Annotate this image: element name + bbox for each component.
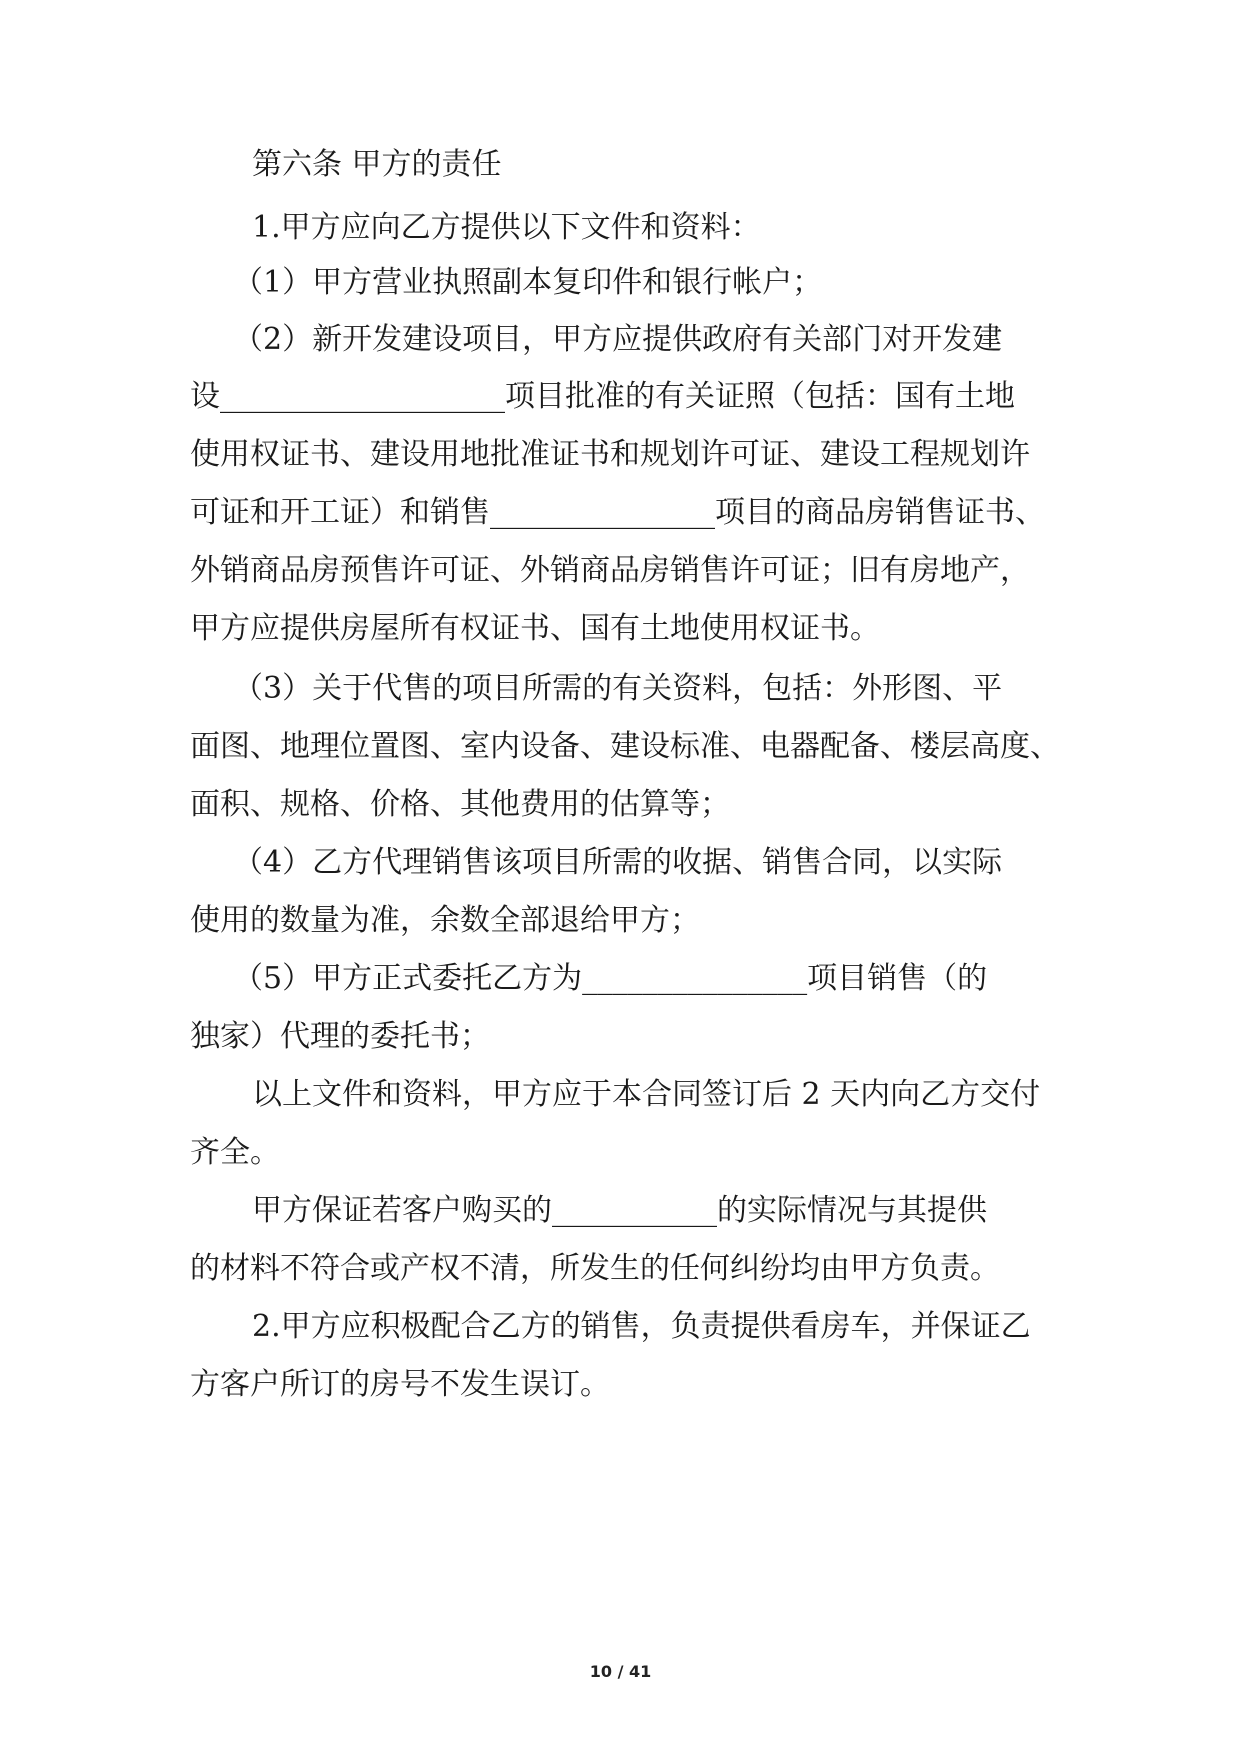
paragraph-line: 设___________________项目批准的有关证照（包括：国有土地 [190,379,1015,414]
paragraph-line: 外销商品房预售许可证、外销商品房销售许可证；旧有房地产， [190,553,1030,588]
paragraph-line: （4）乙方代理销售该项目所需的收据、销售合同，以实际 [233,845,1003,880]
article-heading: 第六条 甲方的责任 [252,147,502,182]
paragraph-line: 使用的数量为准，余数全部退给甲方； [190,903,700,938]
paragraph-line: 方客户所订的房号不发生误订。 [190,1367,610,1402]
paragraph-line: 的材料不符合或产权不清，所发生的任何纠纷均由甲方负责。 [190,1251,1000,1286]
paragraph-line: 可证和开工证）和销售_______________项目的商品房销售证书、 [190,495,1045,530]
paragraph-line: 齐全。 [190,1135,280,1170]
paragraph-line: 使用权证书、建设用地批准证书和规划许可证、建设工程规划许 [190,437,1030,472]
paragraph-line: 1.甲方应向乙方提供以下文件和资料： [252,210,761,245]
paragraph-line: （2）新开发建设项目，甲方应提供政府有关部门对开发建 [233,322,1003,357]
paragraph-line: 甲方应提供房屋所有权证书、国有土地使用权证书。 [190,611,880,646]
paragraph-line: （5）甲方正式委托乙方为_______________项目销售（的 [233,961,988,996]
paragraph-line: 2.甲方应积极配合乙方的销售，负责提供看房车，并保证乙 [252,1309,1031,1344]
paragraph-line: 独家）代理的委托书； [190,1019,490,1054]
paragraph-line: 面图、地理位置图、室内设备、建设标准、电器配备、楼层高度、 [190,729,1060,764]
paragraph-line: 甲方保证若客户购买的___________的实际情况与其提供 [252,1193,987,1228]
page-number: 10 / 41 [589,1662,652,1681]
paragraph-line: （3）关于代售的项目所需的有关资料，包括：外形图、平 [233,671,1003,706]
paragraph-line: 以上文件和资料，甲方应于本合同签订后 2 天内向乙方交付 [252,1077,1041,1112]
paragraph-line: （1）甲方营业执照副本复印件和银行帐户； [233,265,823,300]
paragraph-line: 面积、规格、价格、其他费用的估算等； [190,787,730,822]
